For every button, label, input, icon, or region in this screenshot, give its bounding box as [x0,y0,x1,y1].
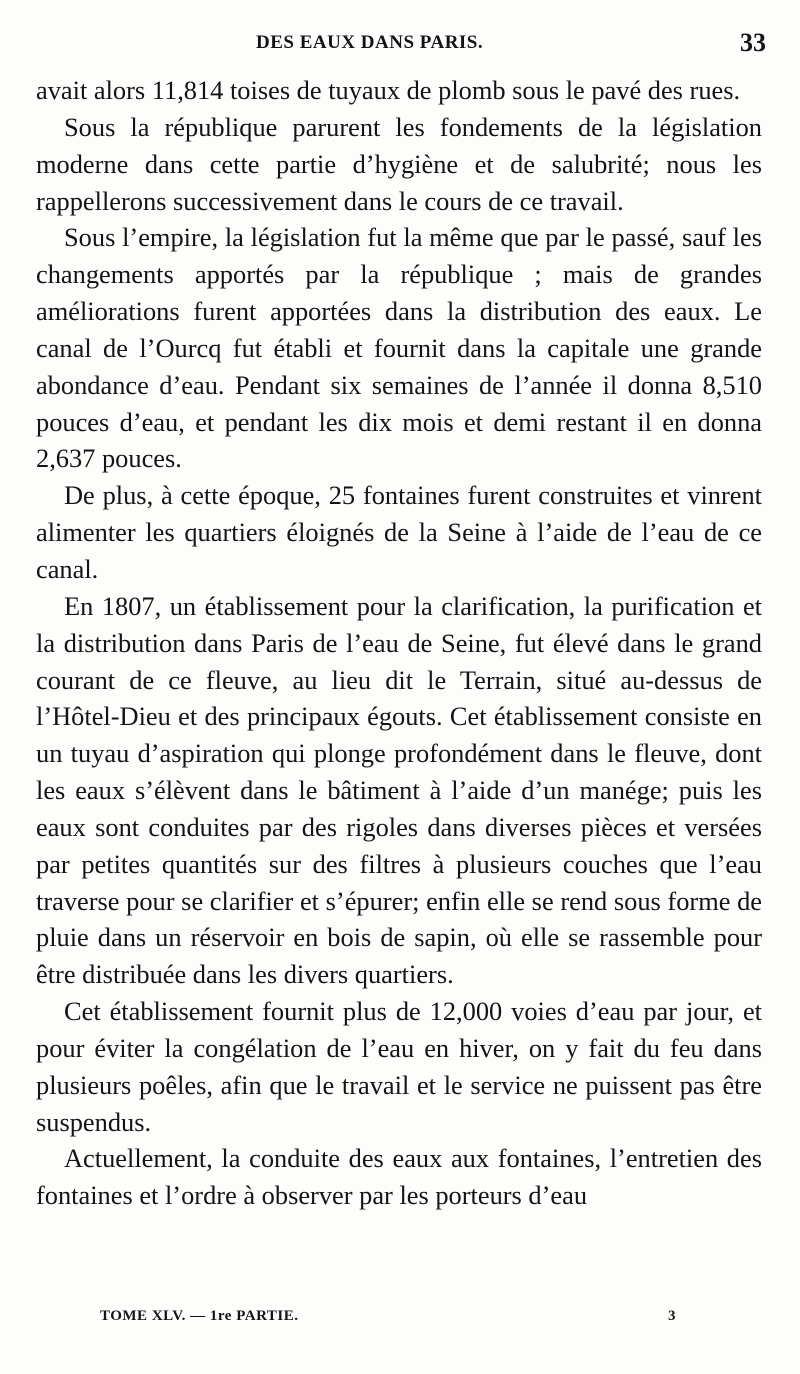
paragraph: Cet établissement fournit plus de 12,000 voies d’eau par jour, et pour éviter la congélation de l’eau en hiver, on y fait du feu dans plusieurs poêles, afin que le travail et le service ne puissent pas être suspendus. [36,996,762,1137]
paragraph: avait alors 11,814 toises de tuyaux de plomb sous le pavé des rues. [36,75,741,105]
paragraph: De plus, à cette époque, 25 fontaines furent construites et vinrent alimenter les quartiers éloignés de la Seine à l’aide de l’eau de ce canal. [36,480,762,584]
footer-signature-line [100,1308,700,1338]
signature-mark: 3 [668,1308,676,1324]
running-title: DES EAUX DANS PARIS. [256,32,484,53]
volume-label: TOME XLV. — 1re PARTIE. [100,1308,299,1324]
paragraph: En 1807, un établissement pour la clarification, la purification et la distribution dans Paris de l’eau de Seine, fut élevé dans le grand courant de ce fleuve, au lieu dit le Terrain, situé au-dessus de l’Hôtel-Dieu et des principaux égouts. Cet établissement consiste en un tuyau d’aspiration qui plonge profondément dans le fleuve, dont les eaux s’élèvent dans le bâtiment à l’aide d’un manége; puis les eaux sont conduites par des rigoles dans diverses pièces et versées par petites quantités sur des filtres à plusieurs couches que l’eau traverse pour se clarifier et s’épurer; enfin elle se rend sous forme de pluie dans un réservoir en bois de sapin, où elle se rassemble pour être distribuée dans les divers quartiers. [36,590,762,990]
page-number: 33 [740,28,766,57]
running-head [36,28,772,68]
paragraph: Actuellement, la conduite des eaux aux fontaines, l’entretien des fontaines et l’ordre à observer par les porteurs d’eau [36,1143,762,1211]
body-text [36,72,762,1214]
paragraph: Sous la république parurent les fondements de la législation moderne dans cette partie d’hygiène et de salubrité; nous les rappellerons successivement dans le cours de ce travail. [36,111,762,216]
paragraph: Sous l’empire, la législation fut la même que par le passé, sauf les changements apportés par la république ; mais de grandes améliorations furent apportées dans la distribution des eaux. Le canal de l’Ourcq fut établi et fournit dans la capitale une grande abondance d’eau. Pendant six semaines de l’année il donna 8,510 pouces d’eau, et pendant les dix mois et demi restant il en donna 2,637 pouces. [36,222,762,474]
